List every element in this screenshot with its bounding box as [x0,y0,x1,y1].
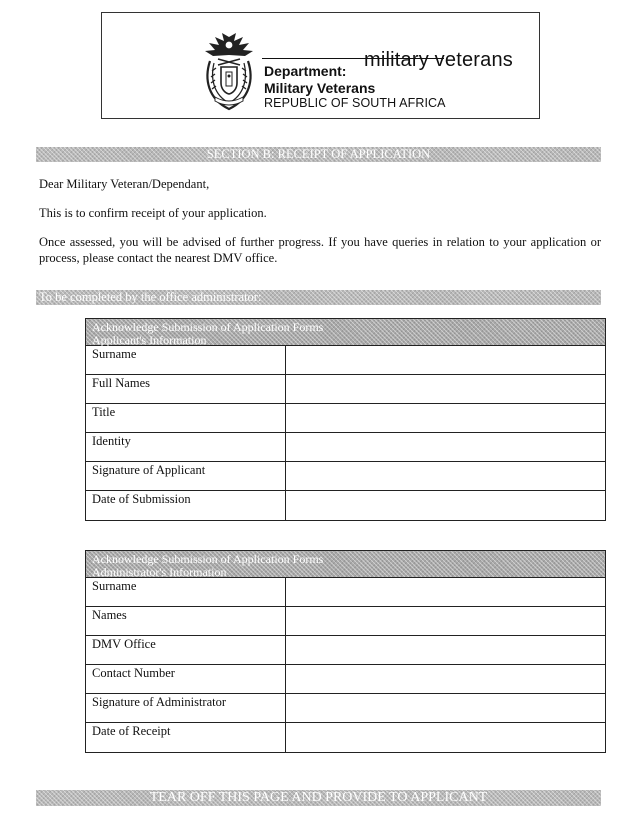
applicant-heading-line2: Applicant's Information [92,333,207,347]
table-row [86,462,605,491]
table-row [86,694,605,723]
field-value-title[interactable] [286,404,605,432]
applicant-table-heading [86,319,605,346]
field-label-title: Title [86,404,286,432]
brand-underline [262,58,444,59]
table-row [86,375,605,404]
admin-instruction-band: To be completed by the office administrator: [36,290,601,305]
table-row [86,491,605,520]
brand-name: military veterans [364,49,513,71]
table-row [86,665,605,694]
field-value-date-receipt[interactable] [286,723,605,752]
applicant-info-table [85,318,606,521]
field-label-date-submission: Date of Submission [86,491,286,520]
field-value-names[interactable] [286,607,605,635]
field-label-signature-applicant: Signature of Applicant [86,462,286,490]
table-row [86,636,605,665]
department-name: Military Veterans [264,80,376,96]
brand-title [364,49,513,71]
department-label: Department: [264,63,347,79]
field-label-date-receipt: Date of Receipt [86,723,286,752]
field-value-signature-applicant[interactable] [286,462,605,490]
field-label-names: Names [86,607,286,635]
field-value-dmv-office[interactable] [286,636,605,664]
table-row [86,607,605,636]
administrator-table-heading [86,551,605,578]
field-label-surname: Surname [86,346,286,374]
applicant-heading-line1: Acknowledge Submission of Application Forms [92,320,324,334]
table-row [86,346,605,375]
field-label-signature-administrator: Signature of Administrator [86,694,286,722]
field-value-date-submission[interactable] [286,491,605,520]
table-row [86,404,605,433]
field-label-surname: Surname [86,578,286,606]
administrator-info-table [85,550,606,753]
field-label-full-names: Full Names [86,375,286,403]
field-value-identity[interactable] [286,433,605,461]
field-value-full-names[interactable] [286,375,605,403]
field-value-surname[interactable] [286,578,605,606]
letter-confirmation: This is to confirm receipt of your application. [39,206,267,220]
table-row [86,578,605,607]
administrator-heading-line2: Administrator's Information [92,565,227,579]
field-value-surname[interactable] [286,346,605,374]
letter-progress: Once assessed, you will be advised of further progress. If you have queries in relation to your application or process, please contact the nearest DMV office. [39,235,601,265]
table-row [86,433,605,462]
administrator-heading-line1: Acknowledge Submission of Application Forms [92,552,324,566]
table-row [86,723,605,752]
field-label-contact-number: Contact Number [86,665,286,693]
field-label-dmv-office: DMV Office [86,636,286,664]
sa-coat-of-arms-icon [200,31,258,113]
tear-off-band: TEAR OFF THIS PAGE AND PROVIDE TO APPLICANT [36,790,601,806]
field-label-identity: Identity [86,433,286,461]
letter-greeting: Dear Military Veteran/Dependant, [39,177,210,191]
country-name: REPUBLIC OF SOUTH AFRICA [264,96,446,110]
field-value-contact-number[interactable] [286,665,605,693]
section-title-band: SECTION B: RECEIPT OF APPLICATION [36,147,601,162]
field-value-signature-administrator[interactable] [286,694,605,722]
